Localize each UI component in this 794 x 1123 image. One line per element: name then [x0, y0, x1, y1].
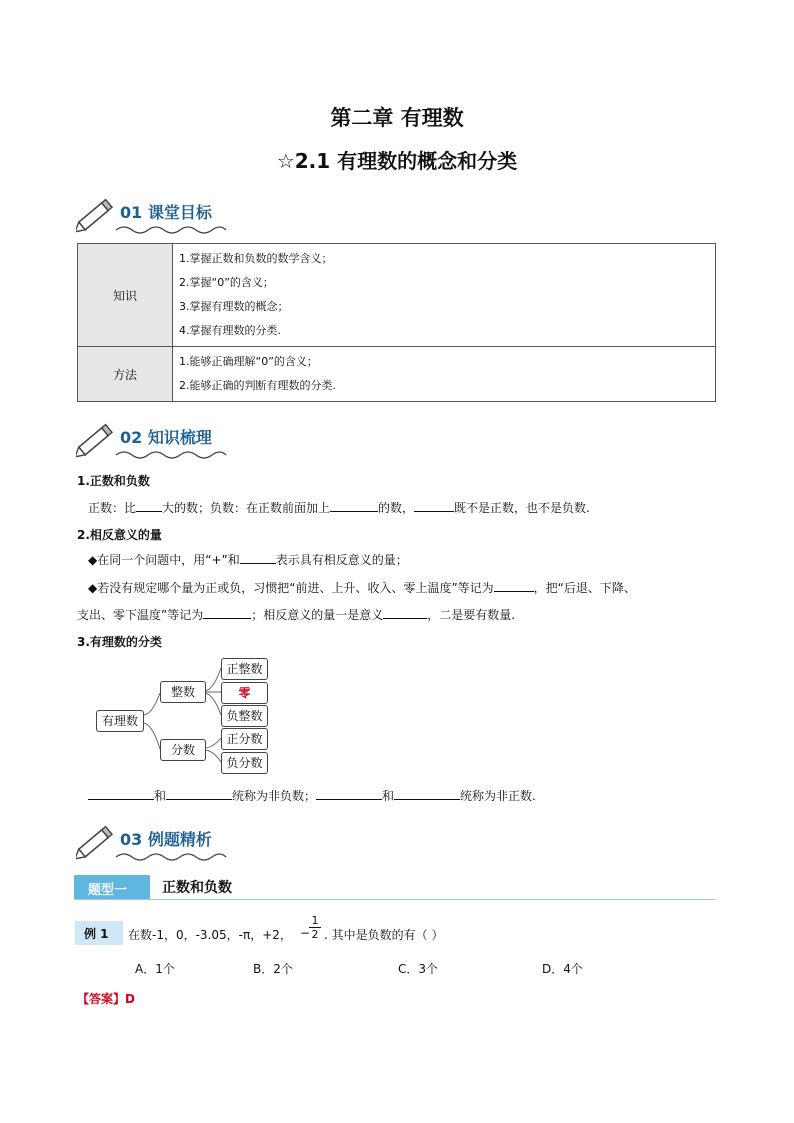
paragraph: 正数：比 大的数；负数：在正数前面加上 的数， 既不是正数，也不是负数. — [88, 501, 590, 515]
paragraph: 和 统称为非负数； 和 统称为非正数. — [88, 787, 536, 804]
goal-item: 1.能够正确理解“0”的含义； — [179, 355, 318, 368]
goal-item: 2.掌握“0”的含义； — [179, 276, 274, 289]
example-badge: 例 1 — [75, 921, 123, 945]
goals-category: 知识 — [78, 244, 173, 347]
tree-node-zero: 零 — [221, 682, 268, 704]
goals-category: 方法 — [78, 347, 173, 402]
question-text: . 其中是负数的有（ ） — [324, 928, 444, 942]
goal-item: 1.掌握正数和负数的数学含义； — [179, 252, 333, 265]
divider — [74, 899, 716, 900]
section-label: 03 例题精析 — [120, 830, 212, 849]
tree-node-integer: 整数 — [160, 681, 206, 703]
type-label: 题型一 — [88, 883, 128, 898]
tree-node-root: 有理数 — [96, 710, 144, 732]
tree-node-fraction: 分数 — [160, 739, 206, 761]
goal-item: 2.能够正确的判断有理数的分类. — [179, 379, 336, 392]
minus-sign: − — [300, 926, 311, 940]
subheading: 3.有理数的分类 — [77, 635, 162, 649]
section-heading-examples — [76, 823, 376, 863]
tree-node-pos-frac: 正分数 — [221, 728, 268, 750]
paragraph: ◆若没有规定哪个量为正或负，习惯把“前进、上升、收入、零上温度”等记为 ，把“后退、下降、 — [88, 581, 636, 595]
tree-node-pos-int: 正整数 — [221, 658, 268, 680]
paragraph: ◆在同一个问题中，用“+”和 表示具有相反意义的量； — [88, 553, 408, 567]
question-text: 在数-1，0，-3.05，-π，+2， — [128, 928, 292, 942]
type-title: 正数和负数 — [162, 880, 232, 896]
option-b[interactable]: B．2个 — [253, 962, 293, 976]
answer: 【答案】D — [77, 992, 135, 1006]
section-title: ☆2.1 有理数的概念和分类 — [276, 149, 518, 173]
option-a[interactable]: A．1个 — [135, 962, 175, 976]
section-label: 01 课堂目标 — [120, 203, 212, 222]
fraction: $\frac{1}{2}$ — [309, 914, 321, 941]
chapter-title: 第二章 有理数 — [330, 106, 464, 130]
section-label: 02 知识梳理 — [120, 428, 212, 447]
paragraph: 支出、零下温度”等记为 ；相反意义的量一是意义 ，二是要有数量. — [77, 608, 516, 622]
subheading: 2.相反意义的量 — [77, 528, 162, 542]
tree-node-neg-frac: 负分数 — [221, 752, 268, 774]
option-c[interactable]: C．3个 — [398, 962, 439, 976]
goal-item: 4.掌握有理数的分类. — [179, 324, 281, 337]
option-d[interactable]: D．4个 — [542, 962, 583, 976]
tree-node-neg-int: 负整数 — [221, 705, 268, 727]
goal-item: 3.掌握有理数的概念； — [179, 300, 289, 313]
subheading: 1.正数和负数 — [77, 474, 150, 488]
